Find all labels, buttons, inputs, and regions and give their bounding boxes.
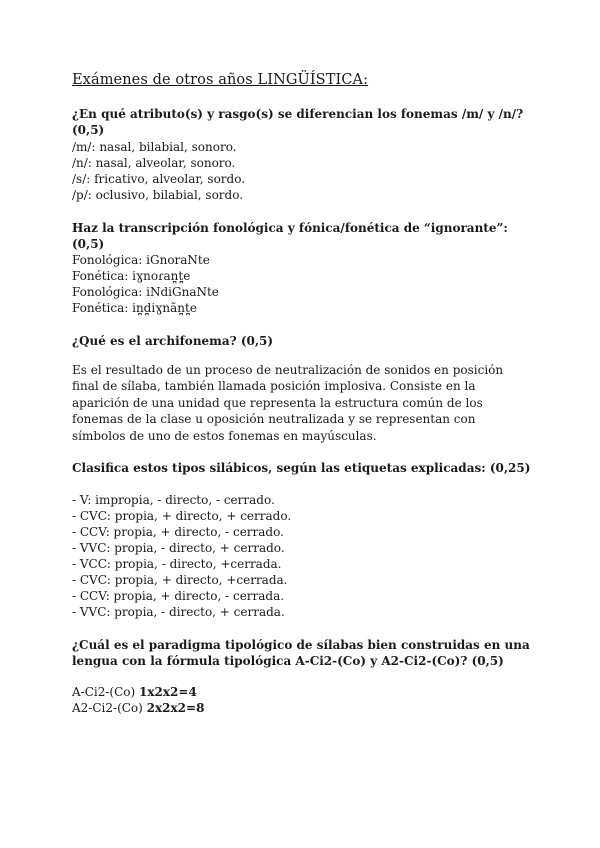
question-3: ¿Qué es el archifonema? (0,5) [72,334,274,348]
answer-line: Fonética: iɣnoɾan̪t̪e [72,269,191,283]
formula: A2-Ci2-(Co) [72,701,143,715]
answer-paragraph: Es el resultado de un proceso de neutralización de sonidos en posición final de sílaba, también llamada posición implosiva. Consiste en la aparición de una unidad que representa la estructura común de los fonemas de la clase u oposición neutralizada y se representan con símbolos de uno de estos fonemas en mayúsculas. [72,363,504,443]
answer-line: - CCV: propia, + directo, - cerrada. [72,589,285,603]
answer-line: - VCC: propia, - directo, +cerrada. [72,557,282,571]
answer-line: /p/: oclusivo, bilabial, sordo. [72,188,244,202]
answer-line: Fonológica: iGnoraNte [72,253,210,267]
formula-result: 1x2x2=4 [139,685,197,699]
question-2: Haz la transcripción fonológica y fónica/fonética de “ignorante”: (0,5) [72,221,508,251]
question-4: Clasifica estos tipos silábicos, según las etiquetas explicadas: (0,25) [72,461,531,475]
answer-line: /m/: nasal, bilabial, sonoro. [72,140,237,154]
answer-line [72,700,204,716]
answer-line: - CVC: propia, + directo, +cerrada. [72,573,288,587]
question-1: ¿En qué atributo(s) y rasgo(s) se diferencian los fonemas /m/ y /n/? (0,5) [72,107,524,137]
answer-line: /n/: nasal, alveolar, sonoro. [72,156,236,170]
answer-line: Fonética: in̪d̪iɣnãn̪t̪e [72,301,197,315]
answer-line: - CCV: propia, + directo, - cerrado. [72,525,284,539]
answer-line: - VVC: propia, - directo, + cerrado. [72,541,285,555]
formula-result: 2x2x2=8 [146,701,205,715]
document-title: Exámenes de otros años LINGÜÍSTICA: [72,72,369,88]
formula: A-Ci2-(Co) [72,685,136,699]
answer-line: Fonológica: iNdiGnaNte [72,285,219,299]
answer-line: - CVC: propia, + directo, + cerrado. [72,509,292,523]
answer-line: - VVC: propia, - directo, + cerrada. [72,605,285,619]
answer-line: /s/: fricativo, alveolar, sordo. [72,172,246,186]
question-5: ¿Cuál es el paradigma tipológico de sílabas bien construidas en una lengua con la fórmula tipológica A-Ci2-(Co) y A2-Ci2-(Co)? (0,5) [72,638,530,668]
answer-line: - V: impropia, - directo, - cerrado. [72,493,275,507]
answer-line [72,684,197,700]
